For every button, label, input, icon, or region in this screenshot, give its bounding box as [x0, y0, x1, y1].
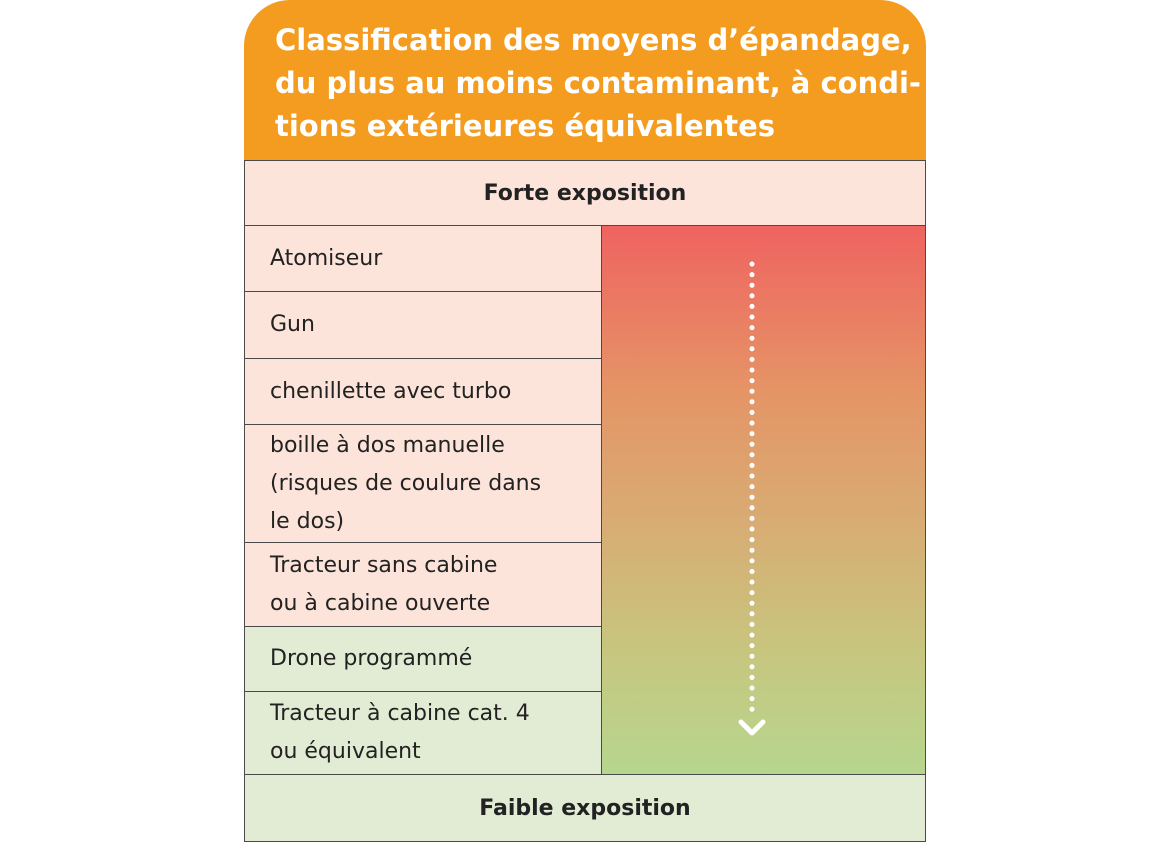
method-label: Drone programmé [270, 646, 473, 671]
header-title-line-2: du plus au moins contaminant, à condi- [275, 66, 921, 100]
method-label: chenillette avec turbo [270, 378, 512, 404]
method-label-line-2: (risques de coulure dans [270, 470, 542, 496]
card-header [244, 0, 926, 160]
exposure-gradient-scale [601, 226, 925, 774]
method-label-line-2: ou équivalent [270, 739, 421, 764]
method-label: Atomiseur [270, 245, 383, 271]
method-label-line-1: Tracteur sans cabine [270, 552, 498, 578]
header-title-line-1: Classification des moyens d’épandage, [275, 23, 912, 57]
method-label-line-1: Tracteur à cabine cat. 4 [270, 701, 530, 726]
method-label-line-1: boille à dos manuelle [270, 432, 505, 458]
method-row-atomiseur [245, 226, 601, 292]
method-row-gun [245, 292, 601, 359]
method-row-chenillette [245, 359, 601, 425]
method-label-line-2: ou à cabine ouverte [270, 590, 491, 616]
dotted-down-arrow-icon [602, 226, 925, 774]
classification-card [244, 0, 926, 842]
exposure-table [244, 160, 926, 842]
header-title-line-3: tions extérieures équivalentes [275, 109, 776, 143]
method-label: Gun [270, 312, 315, 337]
method-row-tracteur-sans-cabine [245, 543, 601, 627]
method-label-line-3: le dos) [270, 508, 345, 534]
spraying-methods-list [245, 226, 601, 774]
method-row-tracteur-cabine [245, 692, 601, 774]
method-row-drone [245, 627, 601, 692]
method-row-boille [245, 425, 601, 543]
low-exposure-label: Faible exposition [245, 774, 925, 841]
high-exposure-label: Forte exposition [245, 161, 925, 226]
